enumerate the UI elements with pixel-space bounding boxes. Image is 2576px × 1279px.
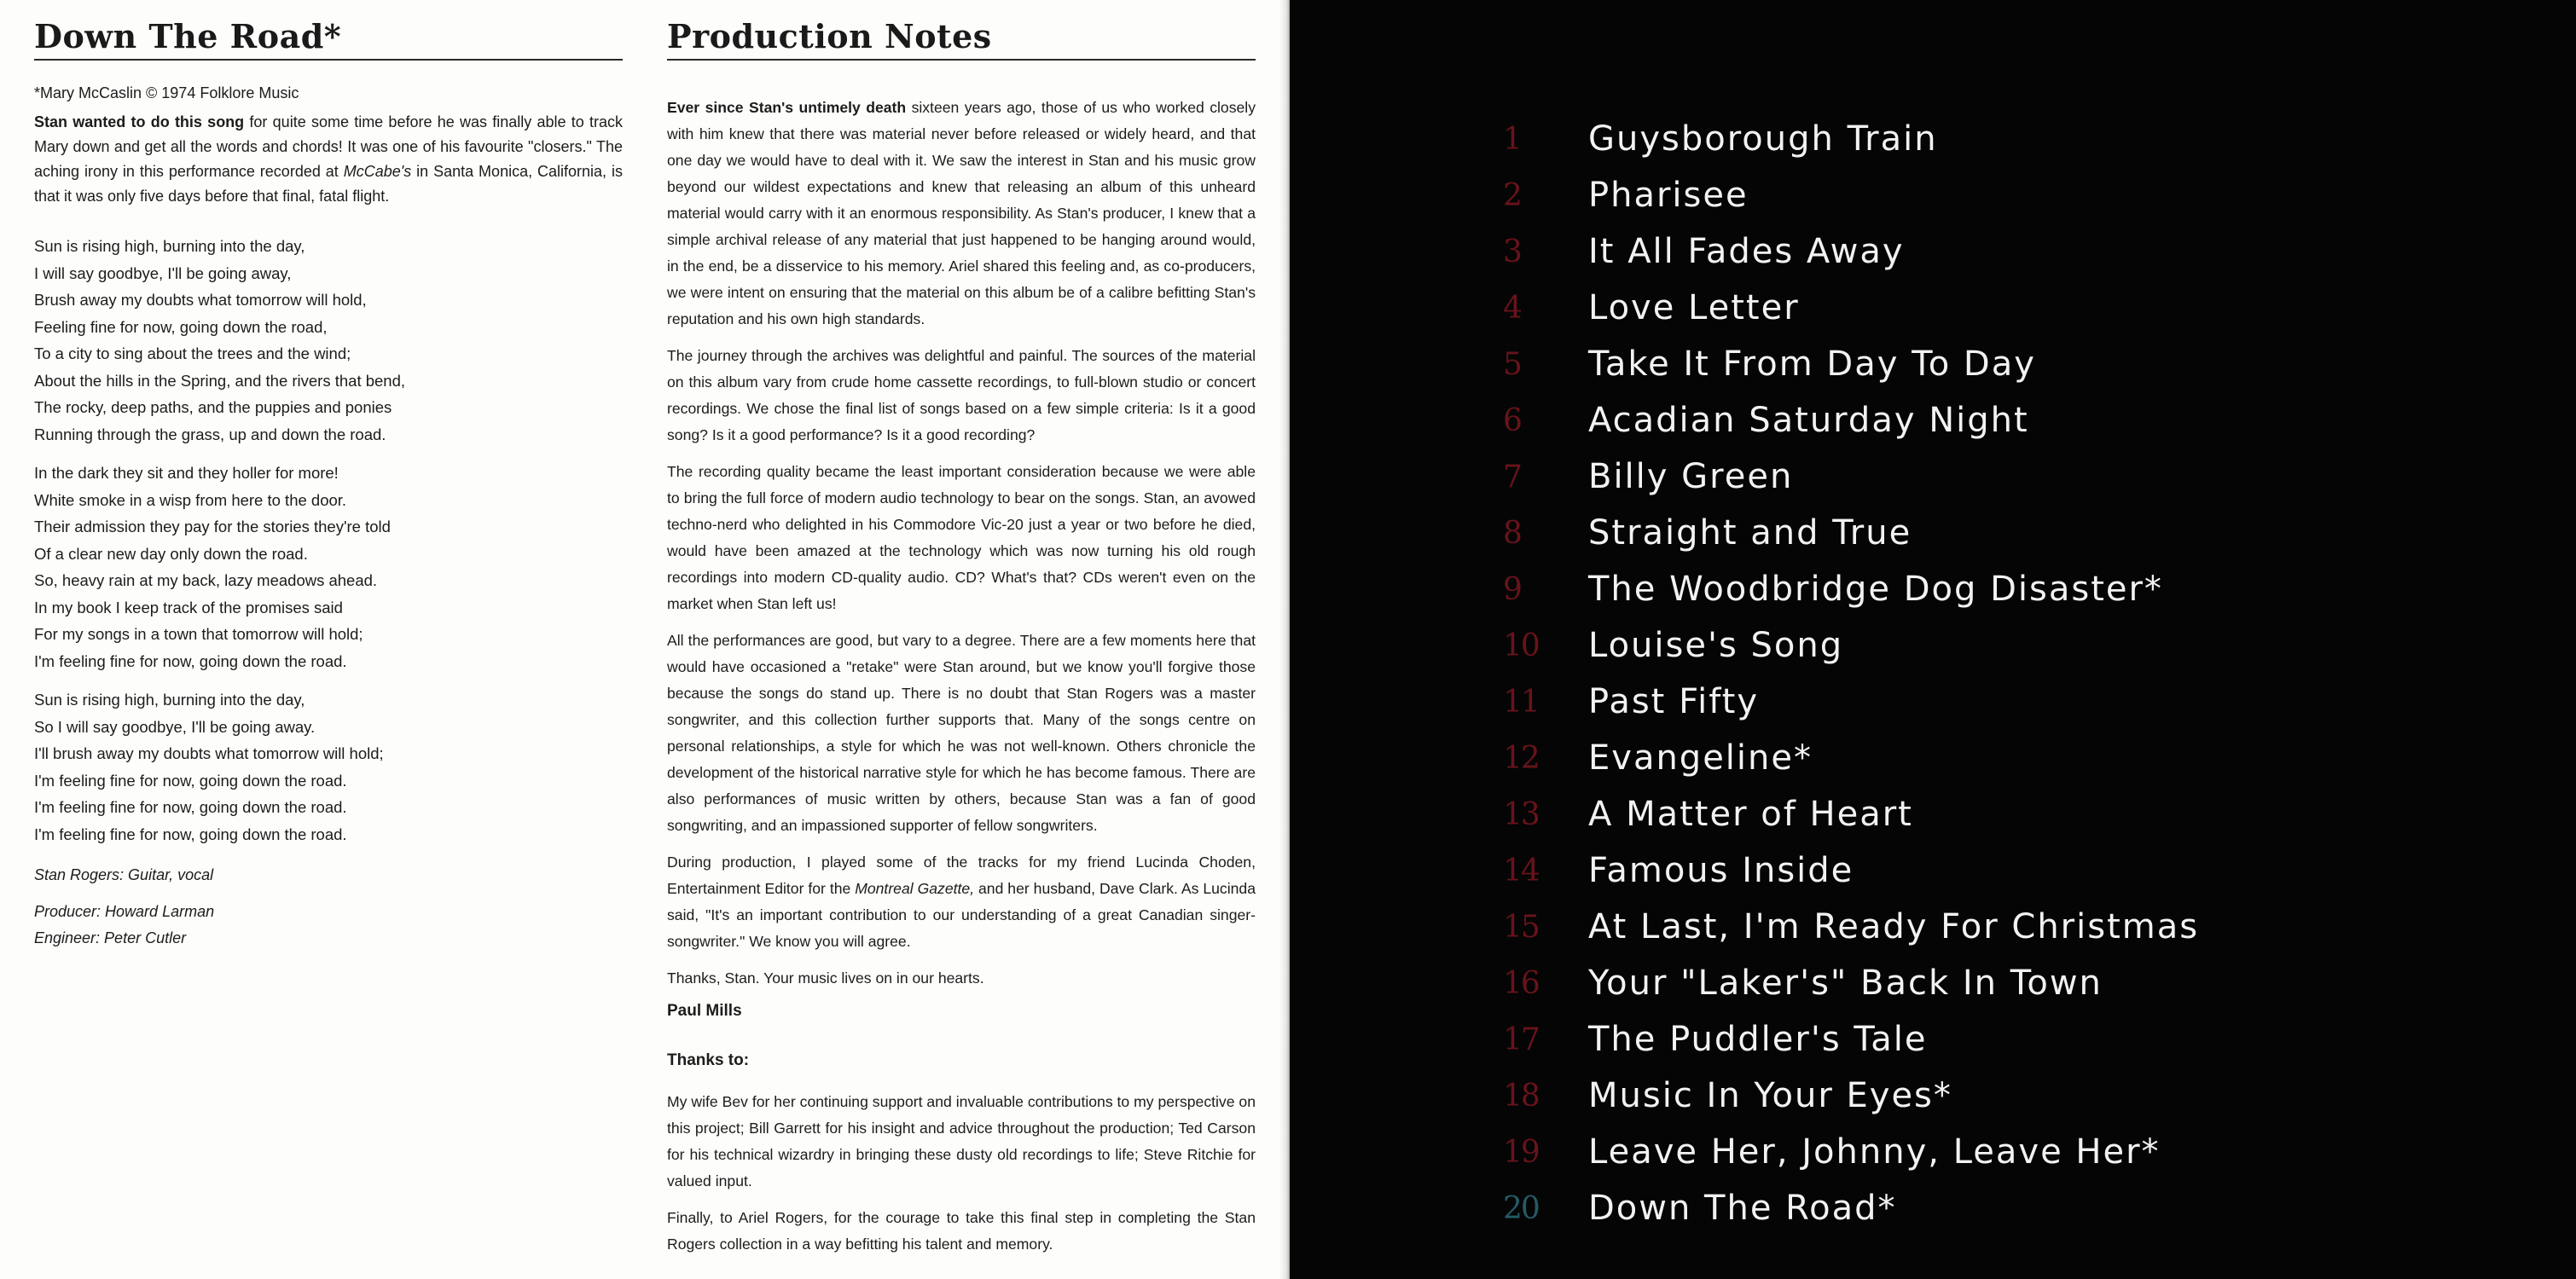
track-title: Louise's Song — [1588, 626, 1844, 665]
lyric-line: I'm feeling fine for now, going down the road. — [34, 798, 347, 816]
track-title: Music In Your Eyes* — [1588, 1076, 1952, 1115]
notes-text: sixteen years ago, those of us who worked closely with him knew that there was material never before released or widely heard, and that one day we would have to deal with it. We saw the interest in Stan and his music grow beyond our wildest expectations and knew that releasing an album of this unheard material would carry with it an enormous responsibility. As Stan's producer, I knew that a simple archival release of any material that just happened to be hanging around would, in the end, be a disservice to his memory. Ariel shared this feeling and, as co-producers, we were intent on ensuring that the material on this album be of a calibre befitting Stan's reputation and his own high standards. — [667, 99, 1256, 327]
publication-name: Montreal Gazette, — [855, 880, 975, 897]
track-title: The Woodbridge Dog Disaster* — [1588, 570, 2163, 609]
track-number: 14 — [1503, 853, 1539, 888]
track-number: 11 — [1503, 684, 1539, 720]
lyric-line: Sun is rising high, burning into the day, — [34, 237, 305, 255]
track-item — [1503, 1124, 2199, 1180]
track-item — [1503, 111, 2199, 167]
track-number: 6 — [1503, 402, 1521, 438]
notes-paragraph-6: Thanks, Stan. Your music lives on in our hearts. — [667, 969, 984, 987]
track-item — [1503, 1068, 2199, 1124]
lyric-line: I'm feeling fine for now, going down the road. — [34, 825, 347, 843]
track-item — [1503, 280, 2199, 336]
lyric-line: I will say goodbye, I'll be going away, — [34, 263, 292, 282]
song-notes-column — [34, 17, 623, 952]
intro-text-2: in Santa Monica, California, is that it was only five days before that final, fatal flight. — [34, 163, 623, 205]
track-number: 4 — [1503, 290, 1521, 326]
track-title: Your "Laker's" Back In Town — [1588, 964, 2103, 1003]
lyric-line: Running through the grass, up and down the road. — [34, 425, 386, 443]
track-number: 18 — [1503, 1078, 1539, 1114]
lyric-line: I'll brush away my doubts what tomorrow will hold; — [34, 744, 384, 762]
track-title: Guysborough Train — [1588, 119, 1938, 159]
lyric-line: In the dark they sit and they holler for more! — [34, 464, 339, 482]
track-item — [1503, 449, 2199, 505]
track-item — [1503, 842, 2199, 899]
song-title: Down The Road* — [34, 17, 623, 61]
track-item — [1503, 617, 2199, 674]
thanks-paragraph-1: My wife Bev for her continuing support and invaluable contributions to my perspective on this project; Bill Garrett for his insight and advice throughout the production; Ted Carson for his technical wizardry in bringing these dusty old recordings to life; Steve Ritchie for valued input. — [667, 1093, 1256, 1189]
notes-paragraph-5 — [667, 849, 1256, 955]
lyric-line: Their admission they pay for the stories they're told — [34, 518, 391, 535]
track-title: Acadian Saturday Night — [1588, 401, 2029, 440]
track-item — [1503, 786, 2199, 842]
lyric-line: Of a clear new day only down the road. — [34, 544, 308, 563]
lyric-line: To a city to sing about the trees and the wind; — [34, 344, 351, 362]
notes-lead: Ever since Stan's untimely death — [667, 99, 907, 116]
copyright-credit: *Mary McCaslin © 1974 Folklore Music — [34, 84, 299, 101]
thanks-paragraph-2: Finally, to Ariel Rogers, for the courage to take this final step in completing the Stan Rogers collection in a way befitting his talent and memory. — [667, 1209, 1256, 1253]
notes-paragraph-3: The recording quality became the least important consideration because we were able to bring the full force of modern audio technology to bear on the songs. Stan, an avowed techno-nerd who delighted in his Commodore Vic-20 just a year or two before he died, would have been amazed at the technology which was now turning his old rough recordings into modern CD-quality audio. CD? What's that? CDs weren't even on the market when Stan left us! — [667, 463, 1256, 612]
track-number: 2 — [1503, 177, 1521, 213]
track-number: 7 — [1503, 459, 1521, 495]
lyric-line: Brush away my doubts what tomorrow will hold, — [34, 291, 367, 309]
track-item — [1503, 955, 2199, 1011]
notes-paragraph-1 — [667, 95, 1256, 333]
lyric-line: The rocky, deep paths, and the puppies and ponies — [34, 398, 392, 416]
lyric-line: I'm feeling fine for now, going down the road. — [34, 771, 347, 790]
notes-paragraph-4: All the performances are good, but vary to a degree. There are a few moments here that would have occasioned a "retake" were Stan around, but we know you'll forgive those because the songs do stand up. There is no doubt that Stan Rogers was a master songwriter, and this collection further supports that. Many of the songs centre on personal relationships, a style for which he was not well-known. Others chronicle the development of the historical narrative style for which he has become famous. There are also performances of music written by others, because Stan was a fan of good songwriting, and an impassioned supporter of fellow songwriters. — [667, 632, 1256, 834]
track-number: 17 — [1503, 1021, 1539, 1057]
notes-text: and her husband, Dave Clark. As Lucinda said, "It's an important contribution to our understanding of a great Canadian singer-songwriter." We know you will agree. — [667, 880, 1256, 950]
track-item — [1503, 1180, 2199, 1236]
track-number: 9 — [1503, 571, 1521, 607]
track-title: Take It From Day To Day — [1588, 344, 2036, 384]
track-number: 13 — [1503, 796, 1539, 832]
track-item — [1503, 167, 2199, 223]
lyric-line: So, heavy rain at my back, lazy meadows ahead. — [34, 571, 378, 589]
notes-paragraph-2: The journey through the archives was delightful and painful. The sources of the material on this album vary from crude home cassette recordings, to full-blown studio or concert recordings. We chose the final list of songs based on a few simple criteria: Is it a good song? Is it a good performance? Is it a good recording? — [667, 347, 1256, 443]
lyrics-stanza-1 — [34, 233, 623, 448]
track-number: 3 — [1503, 234, 1521, 269]
track-number: 20 — [1503, 1190, 1539, 1226]
lyric-line: Feeling fine for now, going down the road, — [34, 317, 328, 336]
track-number: 12 — [1503, 740, 1539, 776]
track-item — [1503, 223, 2199, 280]
production-notes-title: Production Notes — [667, 17, 1256, 61]
track-title: The Puddler's Tale — [1588, 1020, 1928, 1059]
track-title: It All Fades Away — [1588, 232, 1905, 271]
production-notes-column — [667, 17, 1256, 1268]
track-item — [1503, 336, 2199, 392]
track-item — [1503, 392, 2199, 449]
track-title: Down The Road* — [1588, 1189, 1897, 1228]
performer-credit: Stan Rogers: Guitar, vocal — [34, 866, 214, 883]
track-item — [1503, 505, 2199, 561]
lyrics-stanza-2 — [34, 460, 623, 674]
track-number: 5 — [1503, 346, 1521, 382]
track-title: Evangeline* — [1588, 738, 1813, 778]
track-title: A Matter of Heart — [1588, 795, 1913, 834]
track-number: 8 — [1503, 515, 1521, 551]
lyric-line: In my book I keep track of the promises said — [34, 598, 343, 616]
producer-credit: Producer: Howard Larman — [34, 903, 215, 920]
lyric-line: For my songs in a town that tomorrow will hold; — [34, 625, 363, 643]
track-title: Love Letter — [1588, 288, 1800, 327]
venue-name: McCabe's — [343, 163, 412, 180]
track-item — [1503, 1011, 2199, 1068]
engineer-credit: Engineer: Peter Cutler — [34, 929, 187, 946]
thanks-heading: Thanks to: — [667, 1051, 750, 1069]
track-item — [1503, 561, 2199, 617]
track-number: 15 — [1503, 909, 1539, 945]
lyric-line: Sun is rising high, burning into the day, — [34, 691, 305, 709]
lyric-line: White smoke in a wisp from here to the door. — [34, 490, 347, 509]
lyrics-stanza-3 — [34, 686, 623, 848]
track-title: Pharisee — [1588, 176, 1749, 215]
lyric-line: I'm feeling fine for now, going down the road. — [34, 651, 347, 670]
lyric-line: About the hills in the Spring, and the rivers that bend, — [34, 371, 406, 390]
tracklist — [1503, 111, 2199, 1236]
signature: Paul Mills — [667, 1002, 742, 1020]
track-title: Billy Green — [1588, 457, 1794, 496]
track-number: 10 — [1503, 628, 1539, 663]
notes-text: During production, I played some of the tracks for my friend Lucinda Choden, Entertainment Editor for the — [667, 854, 1256, 897]
track-title: At Last, I'm Ready For Christmas — [1588, 907, 2200, 946]
track-title: Straight and True — [1588, 513, 1912, 553]
track-item — [1503, 899, 2199, 955]
track-number: 19 — [1503, 1134, 1539, 1170]
track-number: 1 — [1503, 121, 1521, 157]
lyric-line: So I will say goodbye, I'll be going away. — [34, 717, 316, 736]
track-item — [1503, 730, 2199, 786]
track-title: Past Fifty — [1588, 682, 1760, 721]
intro-lead: Stan wanted to do this song — [34, 113, 245, 130]
song-intro — [34, 110, 623, 209]
track-title: Famous Inside — [1588, 851, 1854, 890]
track-item — [1503, 674, 2199, 730]
intro-text-1: for quite some time before he was finally able to track Mary down and get all the words and chords! It was one of his favourite "closers." The aching irony in this performance recorded at — [34, 113, 623, 180]
track-number: 16 — [1503, 965, 1539, 1001]
track-title: Leave Her, Johnny, Leave Her* — [1588, 1132, 2161, 1172]
